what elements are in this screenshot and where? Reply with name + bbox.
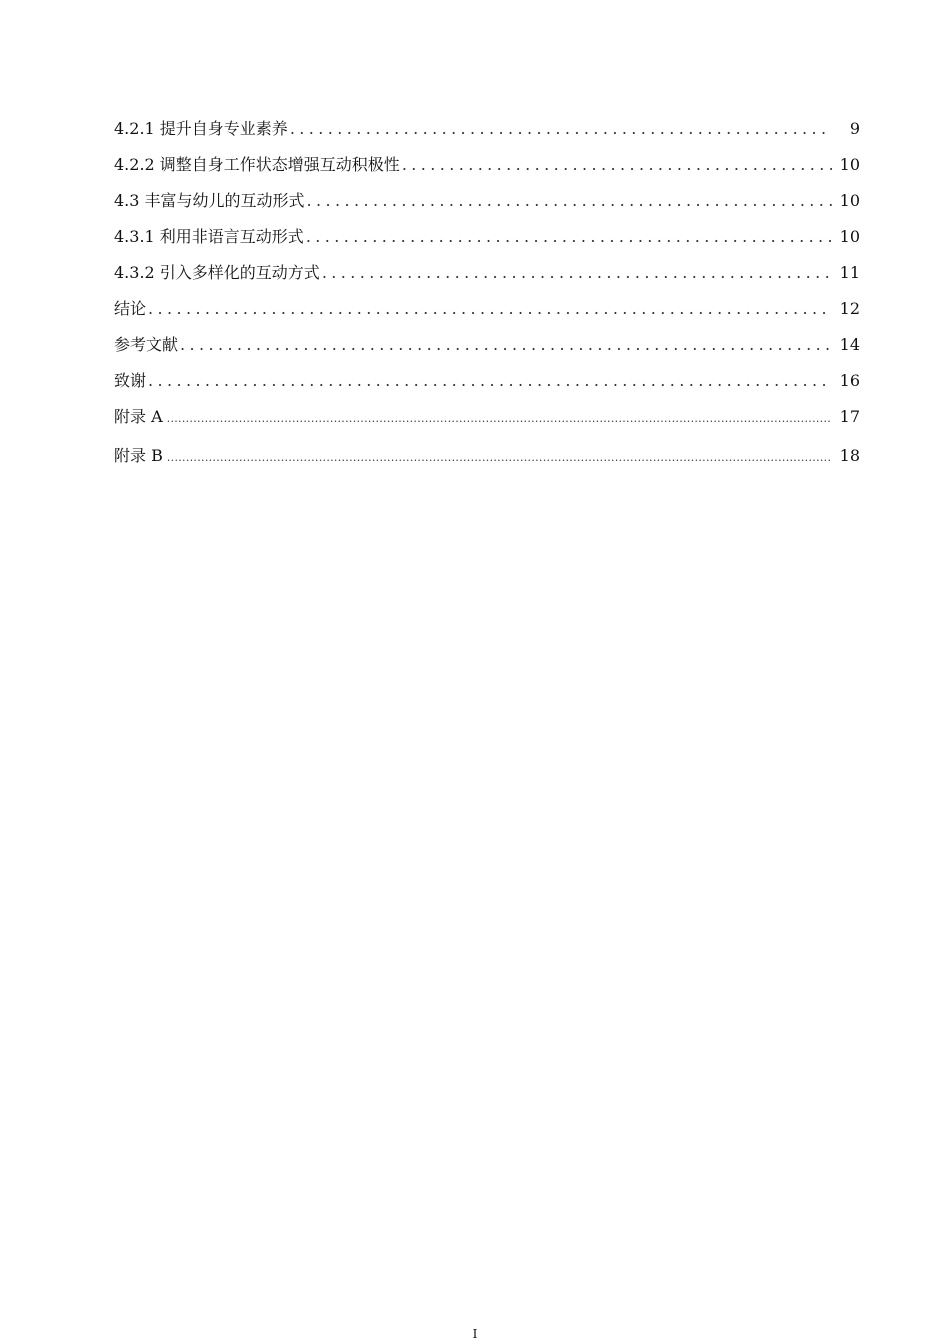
toc-entry-page: 10: [839, 155, 860, 174]
toc-entry-page: 11: [839, 263, 860, 282]
toc-entry-4-2-2[interactable]: [114, 153, 860, 189]
toc-entry-appendix-a[interactable]: [114, 405, 860, 444]
toc-entry-label: 结论: [114, 299, 147, 318]
toc-entry-page: 17: [839, 407, 860, 426]
toc-entry-acknowledgements[interactable]: [114, 369, 860, 405]
toc-entry-label: 参考文献: [114, 335, 179, 354]
toc-leader-dots: [167, 446, 832, 470]
toc-entry-page: 16: [839, 371, 860, 390]
toc-entry-page: 12: [839, 299, 860, 318]
toc-entry-page: 18: [839, 446, 860, 465]
toc-entry-appendix-b[interactable]: [114, 444, 860, 480]
toc-entry-label: 4.3.2 引入多样化的互动方式: [114, 263, 320, 282]
toc-entry-label: 4.3.1 利用非语言互动形式: [114, 227, 304, 246]
toc-entry-4-3[interactable]: [114, 189, 860, 225]
toc-entry-label: 致谢: [114, 371, 147, 390]
toc-leader-dots: [148, 369, 832, 393]
toc-entry-label: 附录 B: [114, 446, 163, 465]
toc-entry-page: 10: [839, 191, 860, 210]
toc-entry-page: 9: [849, 119, 860, 138]
table-of-contents: [114, 117, 860, 480]
toc-leader-dots: [148, 297, 832, 321]
toc-entry-label: 4.2.1 提升自身专业素养: [114, 119, 288, 138]
toc-leader-dots: [322, 261, 832, 285]
page-number-footer: I: [472, 1327, 478, 1341]
toc-leader-dots: [167, 407, 832, 431]
toc-leader-dots: [307, 189, 832, 213]
toc-entry-4-2-1[interactable]: [114, 117, 860, 153]
toc-entry-label: 4.2.2 调整自身工作状态增强互动积极性: [114, 155, 400, 174]
toc-leader-dots: [290, 117, 832, 141]
toc-entry-references[interactable]: [114, 333, 860, 369]
toc-entry-conclusion[interactable]: [114, 297, 860, 333]
toc-leader-dots: [180, 333, 832, 357]
toc-entry-label: 4.3 丰富与幼儿的互动形式: [114, 191, 305, 210]
toc-entry-page: 14: [839, 335, 860, 354]
toc-entry-4-3-2[interactable]: [114, 261, 860, 297]
toc-leader-dots: [402, 153, 832, 177]
toc-entry-page: 10: [839, 227, 860, 246]
toc-leader-dots: [306, 225, 832, 249]
toc-entry-label: 附录 A: [114, 407, 163, 426]
toc-entry-4-3-1[interactable]: [114, 225, 860, 261]
